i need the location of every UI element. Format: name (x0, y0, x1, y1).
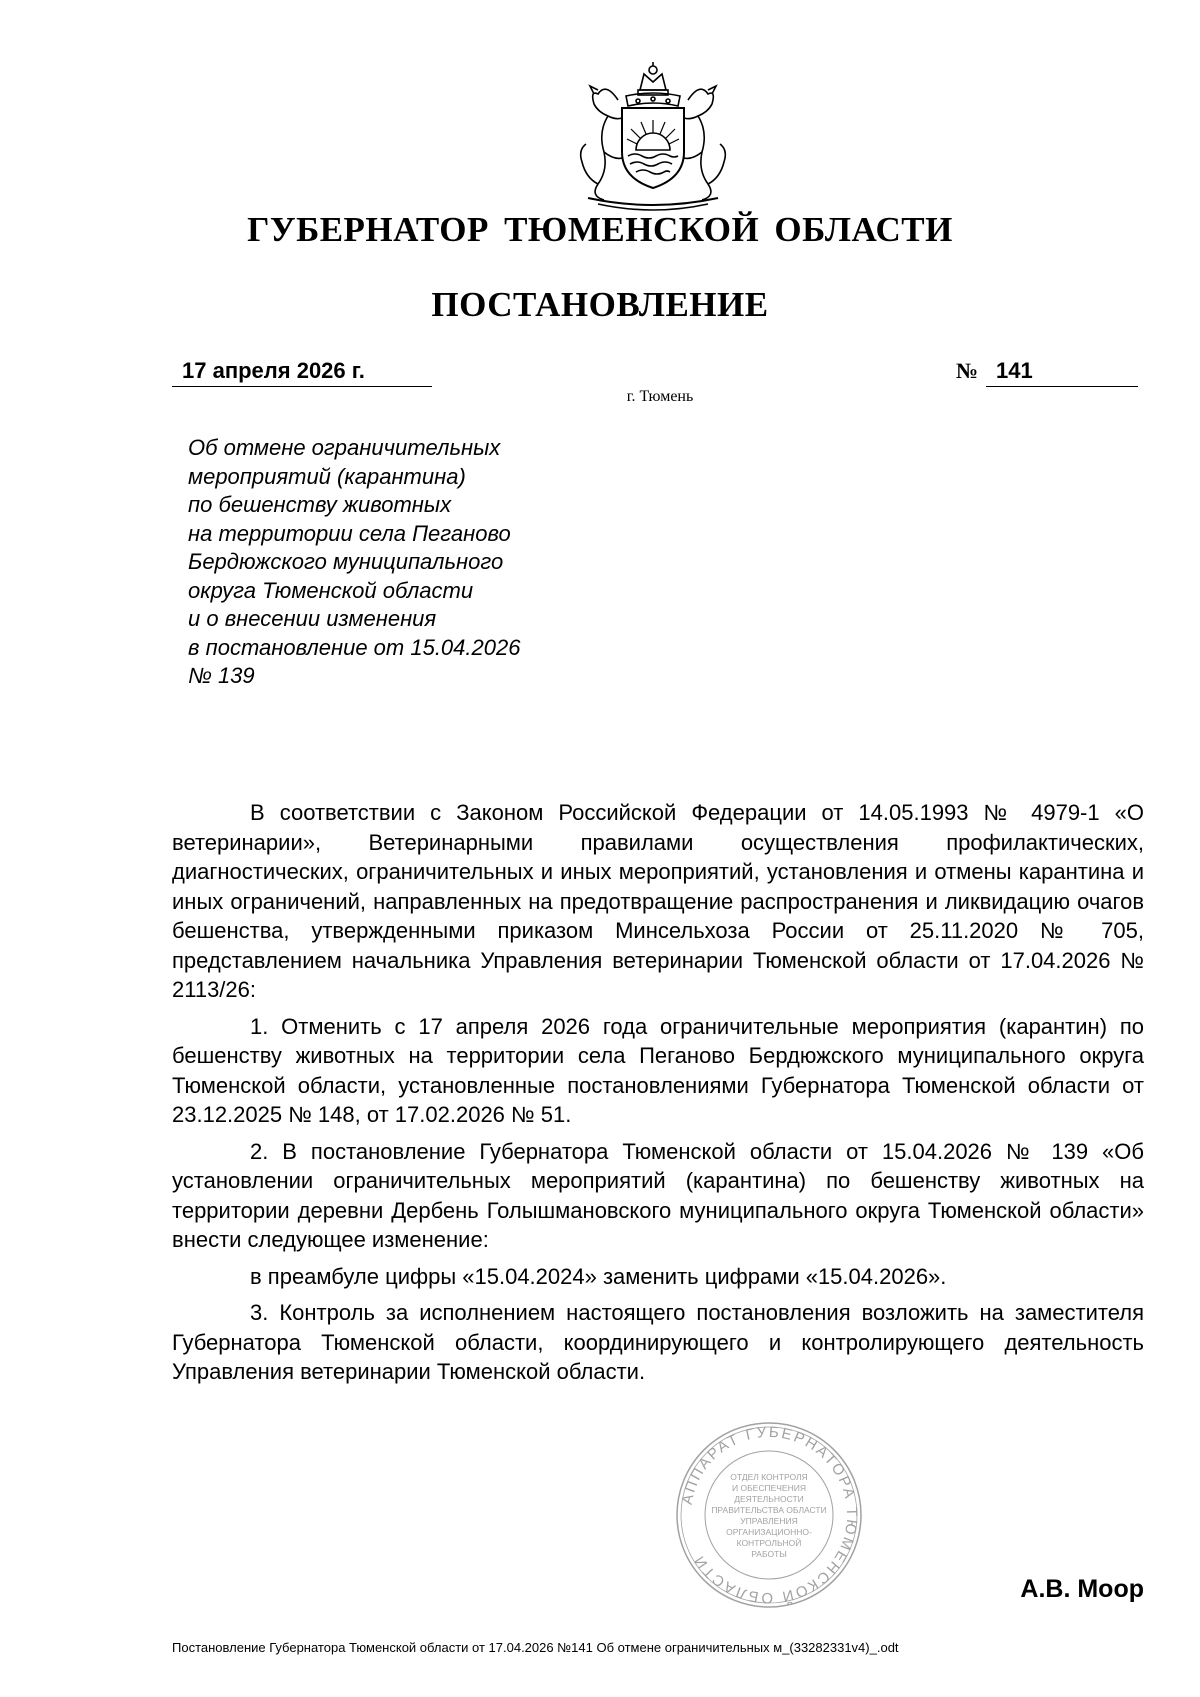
stamp-inner-line: РАБОТЫ (751, 1549, 787, 1559)
file-footer: Постановление Губернатора Тюменской области от 17.04.2026 №141 Об отмене ограничительных м_(33282331v4)_.odt (172, 1640, 899, 1655)
stamp-inner-line: УПРАВЛЕНИЯ (740, 1516, 798, 1526)
official-stamp (674, 1420, 864, 1610)
document-number: 141 (986, 357, 1138, 387)
document-city: г. Тюмень (626, 388, 694, 405)
subject-line: Об отмене ограничительных (188, 435, 501, 460)
stamp-inner-line: ПРАВИТЕЛЬСТВА ОБЛАСТИ (711, 1505, 827, 1515)
stamp-outer-text: АППАРАТ ГУБЕРНАТОРА ТЮМЕНСКОЙ ОБЛАСТИ (678, 1423, 861, 1607)
subject-line: мероприятий (карантина) (188, 463, 466, 489)
stamp-inner-line: ДЕЯТЕЛЬНОСТИ (734, 1494, 804, 1504)
document-body (172, 798, 1144, 1394)
subject-line: Бердюжского муниципального (188, 549, 504, 574)
stamp-inner-line: ОРГАНИЗАЦИОННО- (726, 1527, 812, 1537)
preamble-paragraph: В соответствии с Законом Российской Федерации от 14.05.1993 № 4979-1 «О ветеринарии», Ветеринарными правилами осуществления профилактических, диагностических, ограничительных и иных мероприятий, установления и отмены карантина и иных ограничений, направленных на предотвращение распространения и ликвидацию очагов бешенства, утвержденными приказом Минсельхоза России от 25.11.2020 № 705, представлением начальника Управления ветеринарии Тюменской области от 17.04.2026 № 2113/26: (172, 800, 1144, 1002)
item-2-paragraph: 2. В постановление Губернатора Тюменской области от 15.04.2026 № 139 «Об установлении ограничительных мероприятий (карантина) по бешенству животных на территории деревни Дербень Голышмановского муниципального округа Тюменской области» внести следующее изменение: (172, 1138, 1144, 1252)
document-date: 17 апреля 2026 г. (172, 357, 432, 387)
document-subject (188, 434, 648, 691)
subject-line: в постановление от 15.04.2026 (188, 634, 521, 660)
coat-of-arms-emblem (568, 60, 738, 212)
subject-line: № 139 (188, 663, 255, 688)
stamp-inner-line: ОТДЕЛ КОНТРОЛЯ (730, 1472, 808, 1482)
authority-title: ГУБЕРНАТОР ТЮМЕНСКОЙ ОБЛАСТИ (247, 210, 953, 249)
subject-line: по бешенству животных (188, 492, 452, 517)
item-1-paragraph: 1. Отменить с 17 апреля 2026 года ограничительные мероприятия (карантин) по бешенству животных на территории села Пеганово Бердюжского муниципального округа Тюменской области, установленные постановлениями Губернатора Тюменской области от 23.12.2025 № 148, от 17.02.2026 № 51. (172, 1013, 1144, 1127)
subject-line: округа Тюменской области (188, 577, 474, 603)
subject-line: на территории села Пеганово (188, 520, 511, 546)
signatory-name: А.В. Моор (1020, 1575, 1144, 1603)
item-2-change-paragraph: в преамбуле цифры «15.04.2024» заменить цифрами «15.04.2026». (250, 1263, 947, 1289)
subject-line: и о внесении изменения (188, 606, 437, 631)
document-number-sign: № (956, 358, 979, 383)
item-3-paragraph: 3. Контроль за исполнением настоящего постановления возложить на заместителя Губернатора Тюменской области, координирующего и контролирующего деятельность Управления ветеринарии Тюменской области. (172, 1300, 1144, 1384)
stamp-inner-line: КОНТРОЛЬНОЙ (736, 1538, 802, 1548)
stamp-inner-line: И ОБЕСПЕЧЕНИЯ (732, 1483, 806, 1493)
document-type-title: ПОСТАНОВЛЕНИЕ (431, 285, 769, 324)
